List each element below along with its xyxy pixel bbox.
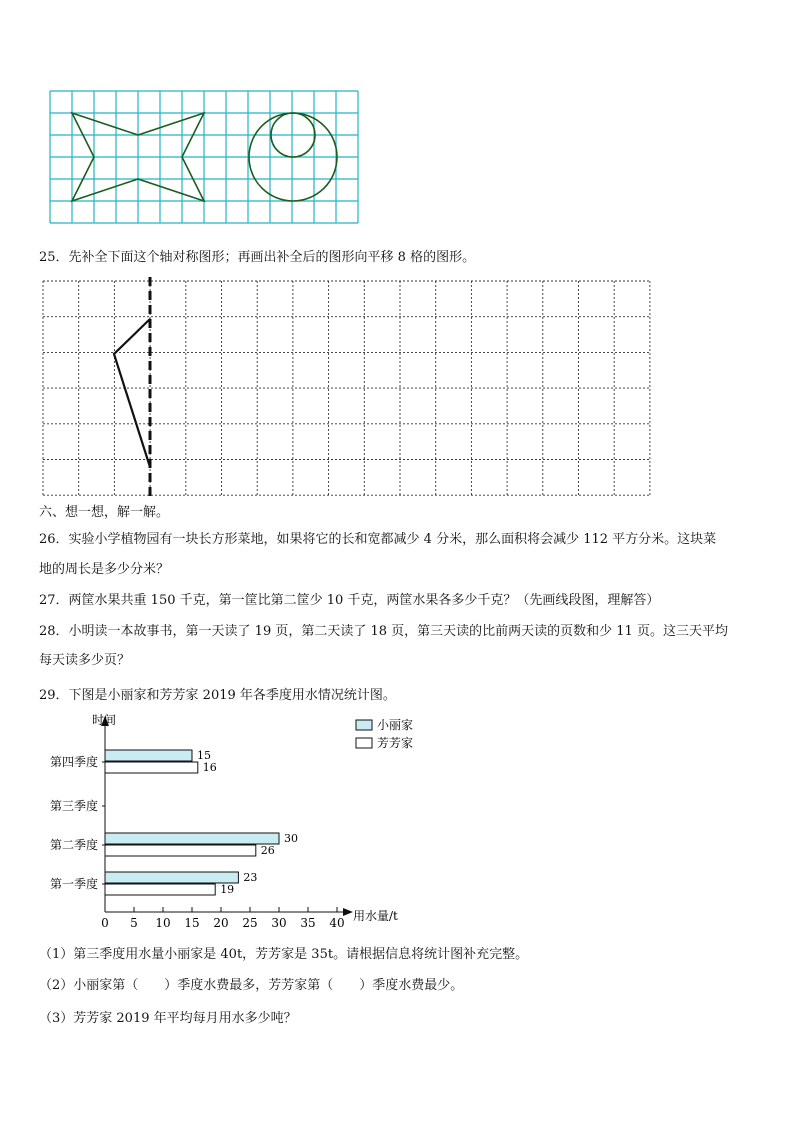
category-label: 第二季度	[49, 838, 98, 852]
x-tick-label: 15	[184, 916, 200, 930]
x-tick-label: 5	[130, 916, 138, 930]
bar-xiaoli	[105, 872, 238, 883]
question-25: 25．先补全下面这个轴对称图形；再画出补全后的图形向平移 8 格的图形。	[39, 250, 476, 265]
symmetry-grid-figure	[45, 86, 363, 228]
question-26-line2: 地的周长是多少分米？	[39, 562, 170, 577]
x-tick-label: 20	[213, 916, 229, 930]
bar-data-label: 23	[243, 871, 258, 884]
question-29-part2: （2）小丽家第（ ）季度水费最多，芳芳家第（ ）季度水费最少。	[39, 978, 464, 993]
bar-fangfang	[105, 762, 198, 773]
bar-fangfang	[105, 884, 215, 895]
bar-fangfang	[105, 845, 256, 856]
half-shape	[114, 319, 150, 467]
bar-data-label: 30	[284, 832, 298, 845]
bar-xiaoli	[105, 750, 192, 761]
x-tick-label: 40	[329, 916, 345, 930]
legend-swatch-fangfang	[356, 738, 372, 748]
category-label: 第四季度	[49, 755, 98, 769]
x-tick-label: 30	[271, 916, 287, 930]
category-label: 第一季度	[49, 877, 98, 891]
question-28-line1: 28．小明读一本故事书，第一天读了 19 页，第二天读了 18 页，第三天读的比前两天读的页数和少 11 页。这三天平均	[39, 624, 728, 639]
x-tick-label: 35	[300, 916, 316, 930]
bar-data-label: 15	[197, 749, 211, 762]
bar-data-label: 19	[220, 883, 235, 896]
question-26-line1: 26．实验小学植物园有一块长方形菜地，如果将它的长和宽都减少 4 分米，那么面积将会减少 112 平方分米。这块菜	[39, 532, 717, 547]
dashed-grid	[43, 281, 650, 495]
x-tick-label: 25	[242, 916, 258, 930]
x-axis-arrow	[343, 908, 353, 916]
section-6-title: 六、想一想，解一解。	[39, 505, 170, 520]
water-usage-bar-chart	[40, 712, 440, 934]
question-28-line2: 每天读多少页？	[39, 653, 131, 668]
question-27: 27．两筐水果共重 150 千克，第一筐比第二筐少 10 千克，两筐水果各多少千克？（先画线段图，理解答）	[39, 593, 660, 608]
teal-grid	[50, 91, 358, 223]
question-29: 29．下图是小丽家和芳芳家 2019 年各季度用水情况统计图。	[39, 688, 396, 703]
x-tick-label: 10	[155, 916, 171, 930]
legend	[356, 717, 413, 750]
bar-data-label: 26	[260, 844, 275, 857]
legend-label-xiaoli: 小丽家	[377, 718, 414, 732]
bar-data-label: 16	[202, 761, 217, 774]
bar-xiaoli	[105, 833, 279, 844]
legend-label-fangfang: 芳芳家	[377, 736, 414, 750]
axis-symmetry-grid	[40, 277, 652, 499]
category-label: 第三季度	[49, 799, 98, 813]
question-29-part3: （3）芳芳家 2019 年平均每月用水多少吨？	[39, 1011, 297, 1026]
x-tick-label: 0	[101, 916, 109, 930]
question-29-part1: （1）第三季度用水量小丽家是 40t，芳芳家是 35t。请根据信息将统计图补充完整。	[39, 947, 529, 962]
x-axis-label: 用水量/t	[353, 909, 398, 923]
legend-swatch-xiaoli	[356, 720, 372, 730]
y-axis-label: 时间	[92, 713, 117, 727]
